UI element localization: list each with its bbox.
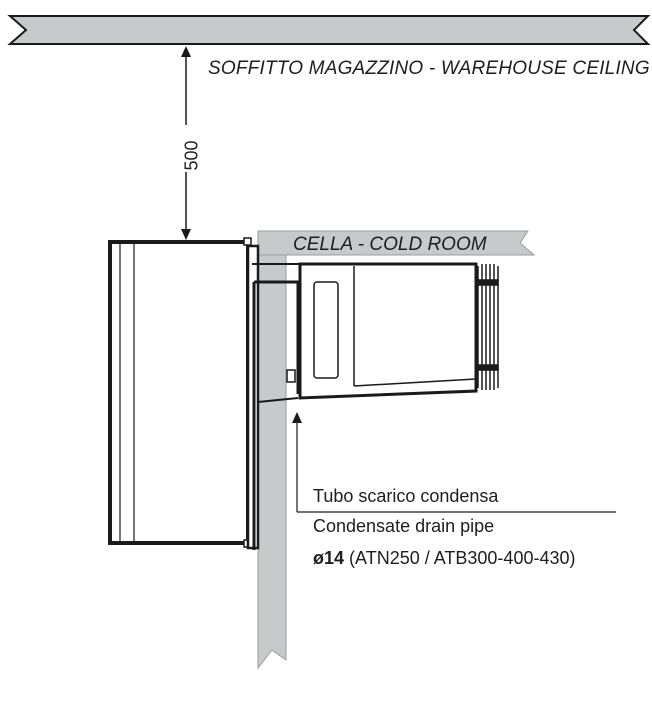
evaporator-unit (300, 264, 476, 398)
warehouse-ceiling (10, 16, 648, 44)
fan-grille (476, 264, 498, 390)
cold-room-label: CELLA - COLD ROOM (293, 234, 487, 255)
drain-label-en: Condensate drain pipe (313, 516, 495, 536)
pipe-size: ø14 (313, 548, 345, 568)
dimension-label: 500 (181, 140, 202, 171)
cold-room-wall (258, 255, 286, 668)
pipe-models: (ATN250 / ATB300-400-430) (344, 548, 576, 568)
drain-label-it: Tubo scarico condensa (313, 486, 499, 506)
pipe-spec (313, 548, 575, 569)
ceiling-label: SOFFITTO MAGAZZINO - WAREHOUSE CEILING (208, 58, 650, 79)
condensing-unit (110, 238, 258, 548)
